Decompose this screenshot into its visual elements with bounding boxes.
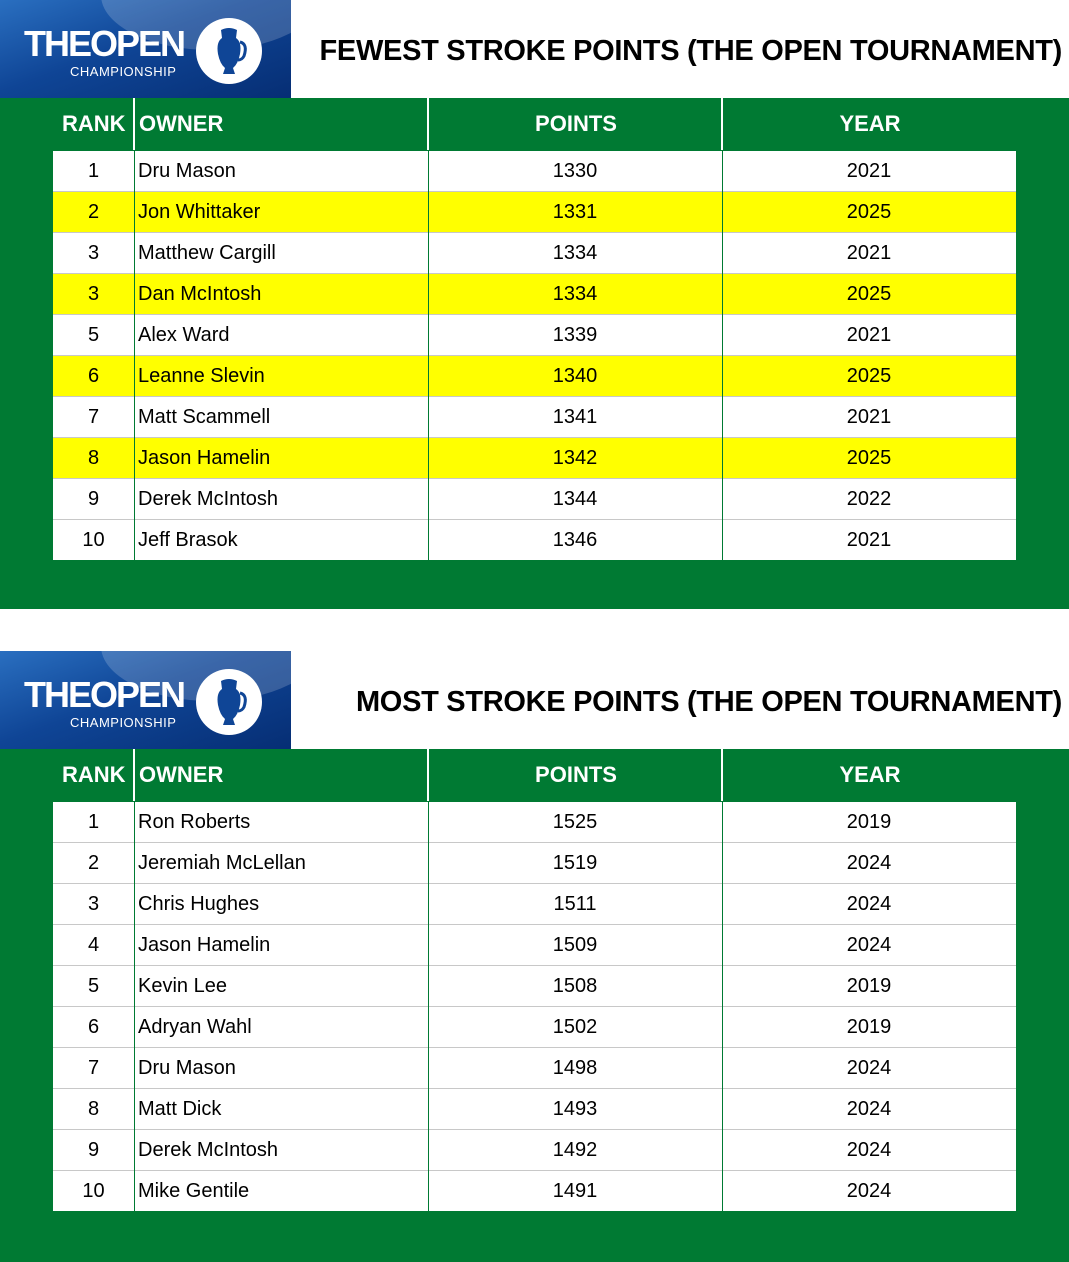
owner-cell: Dru Mason [138, 160, 236, 182]
rank-cell: 2 [87, 852, 100, 874]
owner-cell: Alex Ward [138, 324, 230, 346]
table-row [53, 192, 1016, 233]
points-cell: 1341 [552, 406, 598, 428]
year-cell: 2024 [846, 934, 892, 956]
table-row [53, 1007, 1016, 1048]
table-row [53, 151, 1016, 192]
year-cell: 2019 [846, 975, 892, 997]
claret-jug-icon [194, 16, 264, 86]
table-row [53, 397, 1016, 438]
most-section [0, 651, 1069, 1262]
owner-cell: Matt Scammell [138, 406, 271, 428]
open-championship-logo [0, 0, 291, 98]
logo-sub-text: CHAMPIONSHIP [70, 715, 177, 730]
most-rows [53, 802, 1016, 1211]
owner-cell: Jeff Brasok [138, 529, 238, 551]
claret-jug-icon [194, 667, 264, 737]
points-cell: 1346 [552, 529, 598, 551]
points-cell: 1502 [552, 1016, 598, 1038]
year-cell: 2024 [846, 893, 892, 915]
owner-cell: Chris Hughes [138, 893, 260, 915]
rank-cell: 8 [87, 447, 100, 469]
year-cell: 2021 [846, 242, 892, 264]
points-cell: 1331 [552, 201, 598, 223]
owner-cell: Matthew Cargill [138, 242, 276, 264]
year-cell: 2024 [846, 1180, 892, 1202]
year-cell: 2022 [846, 488, 892, 510]
rank-cell: 7 [87, 1057, 100, 1079]
year-cell: 2021 [846, 160, 892, 182]
col-head-owner: OWNER [139, 111, 224, 136]
rank-cell: 5 [87, 975, 100, 997]
rank-cell: 10 [82, 1180, 105, 1202]
rank-cell: 7 [87, 406, 100, 428]
table-row [53, 802, 1016, 843]
table-row [53, 274, 1016, 315]
fewest-title: FEWEST STROKE POINTS (THE OPEN TOURNAMENT) [319, 35, 1062, 67]
most-title: MOST STROKE POINTS (THE OPEN TOURNAMENT) [355, 686, 1062, 718]
owner-cell: Kevin Lee [138, 975, 227, 997]
rank-cell: 9 [87, 488, 100, 510]
points-cell: 1340 [552, 365, 598, 387]
points-cell: 1339 [552, 324, 598, 346]
col-head-year: YEAR [839, 111, 901, 136]
points-cell: 1508 [552, 975, 598, 997]
points-cell: 1334 [552, 242, 598, 264]
table-row [53, 315, 1016, 356]
year-cell: 2019 [846, 811, 892, 833]
rank-cell: 6 [87, 365, 100, 387]
rank-cell: 3 [87, 283, 100, 305]
rank-cell: 3 [87, 242, 100, 264]
col-head-year: YEAR [839, 762, 901, 787]
year-cell: 2024 [846, 1139, 892, 1161]
fewest-section [0, 0, 1069, 610]
col-divider [133, 749, 135, 801]
rank-cell: 2 [87, 201, 100, 223]
table-row [53, 966, 1016, 1007]
col-head-rank: RANK [62, 762, 126, 787]
table-row [53, 438, 1016, 479]
table-row [53, 1130, 1016, 1171]
open-championship-logo [0, 651, 291, 749]
year-cell: 2025 [846, 447, 892, 469]
year-cell: 2021 [846, 406, 892, 428]
points-cell: 1342 [552, 447, 598, 469]
owner-cell: Derek McIntosh [138, 1139, 279, 1161]
owner-cell: Dan McIntosh [138, 283, 262, 305]
fewest-green-band [0, 98, 1069, 609]
owner-cell: Jon Whittaker [138, 201, 261, 223]
year-cell: 2024 [846, 1098, 892, 1120]
year-cell: 2024 [846, 852, 892, 874]
owner-cell: Leanne Slevin [138, 365, 265, 387]
year-cell: 2024 [846, 1057, 892, 1079]
table-row [53, 233, 1016, 274]
points-cell: 1491 [552, 1180, 598, 1202]
year-cell: 2021 [846, 529, 892, 551]
year-cell: 2025 [846, 201, 892, 223]
logo-sub-text: CHAMPIONSHIP [70, 64, 177, 79]
rank-cell: 4 [87, 934, 100, 956]
owner-cell: Derek McIntosh [138, 488, 279, 510]
points-cell: 1498 [552, 1057, 598, 1079]
table-vline [428, 151, 429, 560]
most-green-band [0, 749, 1069, 1262]
fewest-rows [53, 151, 1016, 560]
logo-main-text: THEOPEN [24, 23, 185, 64]
table-row [53, 925, 1016, 966]
owner-cell: Jason Hamelin [138, 447, 271, 469]
table-vline [134, 802, 135, 1211]
owner-cell: Ron Roberts [138, 811, 251, 833]
owner-cell: Mike Gentile [138, 1180, 250, 1202]
table-vline [428, 802, 429, 1211]
col-head-rank: RANK [62, 111, 126, 136]
owner-cell: Adryan Wahl [138, 1016, 252, 1038]
points-cell: 1330 [552, 160, 598, 182]
table-vline [722, 151, 723, 560]
owner-cell: Matt Dick [138, 1098, 222, 1120]
most-table [53, 802, 1016, 1211]
table-vline [134, 151, 135, 560]
table-row [53, 1048, 1016, 1089]
rank-cell: 5 [87, 324, 100, 346]
points-cell: 1334 [552, 283, 598, 305]
table-vline [722, 802, 723, 1211]
points-cell: 1344 [552, 488, 598, 510]
rank-cell: 9 [87, 1139, 100, 1161]
year-cell: 2025 [846, 283, 892, 305]
rank-cell: 10 [82, 529, 105, 551]
table-row [53, 356, 1016, 397]
year-cell: 2021 [846, 324, 892, 346]
table-row [53, 1089, 1016, 1130]
table-row [53, 479, 1016, 520]
col-divider [133, 98, 135, 150]
rank-cell: 1 [87, 811, 100, 833]
points-cell: 1525 [552, 811, 598, 833]
table-row [53, 1171, 1016, 1211]
table-row [53, 884, 1016, 925]
logo-main-text: THEOPEN [24, 674, 185, 715]
owner-cell: Jeremiah McLellan [138, 852, 306, 874]
year-cell: 2025 [846, 365, 892, 387]
owner-cell: Jason Hamelin [138, 934, 271, 956]
table-row [53, 520, 1016, 560]
owner-cell: Dru Mason [138, 1057, 236, 1079]
fewest-table [53, 151, 1016, 560]
table-row [53, 843, 1016, 884]
points-cell: 1493 [552, 1098, 598, 1120]
rank-cell: 3 [87, 893, 100, 915]
points-cell: 1492 [552, 1139, 598, 1161]
col-head-points: POINTS [535, 762, 617, 787]
col-head-points: POINTS [535, 111, 617, 136]
rank-cell: 8 [87, 1098, 100, 1120]
rank-cell: 1 [87, 160, 100, 182]
year-cell: 2019 [846, 1016, 892, 1038]
points-cell: 1511 [553, 893, 597, 915]
rank-cell: 6 [87, 1016, 100, 1038]
points-cell: 1509 [552, 934, 598, 956]
col-head-owner: OWNER [139, 762, 224, 787]
points-cell: 1519 [552, 852, 598, 874]
